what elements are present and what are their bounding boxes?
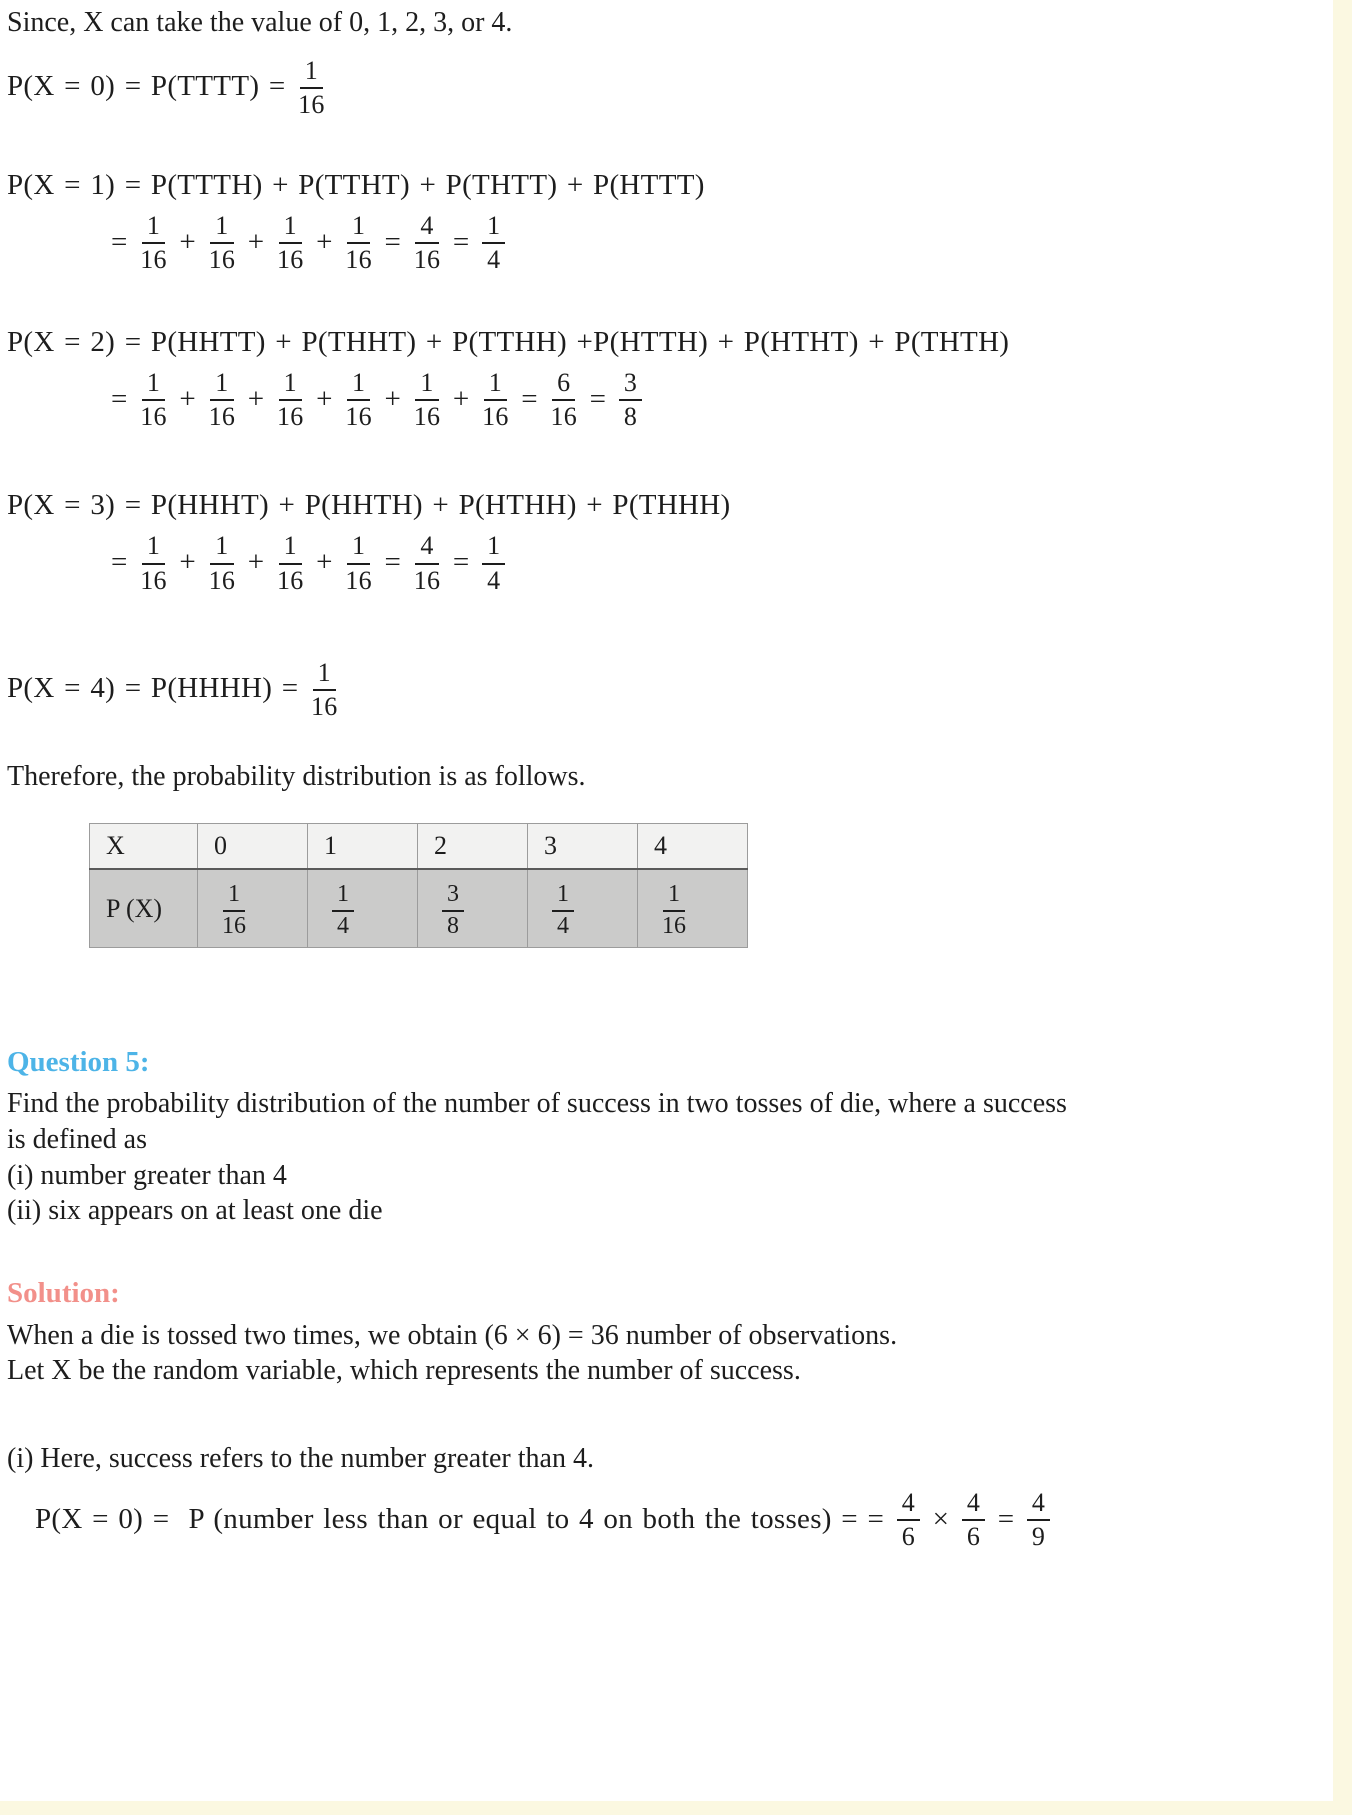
fraction-denominator: 16 xyxy=(482,402,509,432)
table-corner-cell: X xyxy=(90,823,198,869)
fraction-denominator: 16 xyxy=(413,402,441,432)
fraction-numerator: 1 xyxy=(300,55,323,89)
fraction-denominator: 4 xyxy=(337,912,349,939)
math-text: = xyxy=(580,382,616,415)
question-body-line1: Find the probability distribution of the number of success in two tosses of die, where a success xyxy=(7,1088,1067,1119)
eq-px1-line1 xyxy=(7,169,1323,202)
document-content xyxy=(7,5,1323,1551)
eq-px4 xyxy=(7,657,1323,721)
fraction-denominator: 4 xyxy=(487,245,501,275)
fraction-numerator: 3 xyxy=(442,880,464,912)
solution-line2: Let X be the random variable, which represents the number of success. xyxy=(7,1355,801,1387)
fraction-denominator: 4 xyxy=(557,912,569,939)
fraction xyxy=(897,1487,920,1551)
fraction-numerator: 1 xyxy=(482,530,505,564)
fraction-numerator: 1 xyxy=(482,210,505,244)
fraction-denominator: 16 xyxy=(276,245,304,275)
fraction-numerator: 1 xyxy=(210,367,233,401)
intro-line: Since, X can take the value of 0, 1, 2, 3, or 4. xyxy=(7,7,513,38)
math-text: + xyxy=(238,225,274,258)
fraction-numerator: 1 xyxy=(223,880,245,912)
case-i-line: (i) Here, success refers to the number greater than 4. xyxy=(7,1443,594,1475)
fraction xyxy=(550,367,577,431)
distribution-intro: Therefore, the probability distribution is as follows. xyxy=(7,760,586,792)
fraction xyxy=(140,530,167,594)
fraction-numerator: 1 xyxy=(142,210,165,244)
question-heading: Question 5: xyxy=(7,1045,150,1078)
math-text: + xyxy=(306,382,343,415)
table-value-cell xyxy=(528,869,638,947)
fraction xyxy=(311,657,338,721)
fraction-numerator: 1 xyxy=(142,367,165,401)
fraction-denominator: 8 xyxy=(623,402,638,432)
math-text: + xyxy=(443,382,480,415)
table-value-cell xyxy=(638,869,748,947)
fraction-denominator: 16 xyxy=(550,402,578,432)
fraction xyxy=(414,367,441,431)
fraction xyxy=(1027,1487,1050,1551)
table-header-cell: 2 xyxy=(418,823,528,869)
math-text: + xyxy=(238,382,274,415)
fraction xyxy=(332,880,354,940)
fraction-denominator: 16 xyxy=(140,565,167,595)
fraction xyxy=(482,530,505,594)
fraction-denominator: 6 xyxy=(901,1522,916,1552)
table-header-cell: 4 xyxy=(638,823,748,869)
fraction xyxy=(277,530,304,594)
eq-px0 xyxy=(7,55,1323,119)
fraction-numerator: 1 xyxy=(347,210,370,244)
table-value-cell xyxy=(198,869,308,947)
fraction xyxy=(345,367,372,431)
eq-px1-line2 xyxy=(111,210,1323,274)
eq-px2-line2 xyxy=(111,367,1323,431)
math-text: = xyxy=(374,546,411,579)
math-text: = xyxy=(988,1502,1024,1535)
question-body-line2: is defined as xyxy=(7,1123,147,1155)
fraction xyxy=(552,880,574,940)
fraction-denominator: 16 xyxy=(208,245,236,275)
table-value-cell xyxy=(418,869,528,947)
math-text: P(X = 0) = P(TTTT) = xyxy=(7,70,296,103)
math-text: = xyxy=(111,546,138,579)
fraction-numerator: 3 xyxy=(619,367,642,401)
fraction xyxy=(140,210,167,274)
fraction xyxy=(140,367,167,431)
math-text: P(X = 0) = P (number less than or equal to 4 on both the tosses) = xyxy=(35,1502,868,1535)
math-text: = xyxy=(511,382,548,415)
fraction-denominator: 16 xyxy=(413,565,441,595)
fraction-denominator: 6 xyxy=(966,1522,981,1552)
math-text: P(X = 1) = P(TTTH) + P(TTHT) + P(THTT) + P(HTTT) xyxy=(7,169,705,202)
question-item-i: (i) number greater than 4 xyxy=(7,1159,287,1191)
math-text: + xyxy=(169,546,206,579)
probability-table xyxy=(89,823,748,948)
fraction-denominator: 16 xyxy=(298,89,325,119)
fraction-denominator: 16 xyxy=(345,402,372,432)
fraction xyxy=(619,367,642,431)
fraction-denominator: 16 xyxy=(276,402,304,432)
fraction xyxy=(482,367,509,431)
fraction-numerator: 4 xyxy=(962,1487,985,1521)
math-text: + xyxy=(238,546,274,579)
fraction-numerator: 4 xyxy=(415,210,438,244)
fraction xyxy=(298,55,325,119)
fraction-numerator: 1 xyxy=(210,530,233,564)
fraction xyxy=(209,367,236,431)
solution-line1: When a die is tossed two times, we obtain (6 × 6) = 36 number of observations. xyxy=(7,1319,898,1351)
fraction xyxy=(277,367,304,431)
fraction-numerator: 1 xyxy=(332,880,354,912)
table-header-row xyxy=(90,823,748,869)
fraction xyxy=(414,530,441,594)
math-text: P(X = 3) = P(HHHT) + P(HHTH) + P(HTHH) + P(THHH) xyxy=(7,489,731,522)
math-text: = xyxy=(111,382,138,415)
fraction-denominator: 16 xyxy=(345,565,372,595)
eq-case-i xyxy=(35,1487,1323,1551)
fraction-numerator: 4 xyxy=(897,1487,920,1521)
fraction-numerator: 1 xyxy=(279,367,302,401)
fraction-denominator: 16 xyxy=(208,402,236,432)
fraction xyxy=(345,210,372,274)
fraction-denominator: 16 xyxy=(662,912,686,939)
fraction-denominator: 9 xyxy=(1031,1522,1046,1552)
fraction-numerator: 1 xyxy=(142,530,165,564)
math-text: P(X = 2) = P(HHTT) + P(THHT) + P(TTHH) +P(HTTH) + P(HTHT) + P(THTH) xyxy=(7,326,1010,359)
eq-px2-line1 xyxy=(7,326,1323,359)
fraction xyxy=(209,530,236,594)
table-row-label-cell: P (X) xyxy=(90,869,198,947)
fraction-numerator: 4 xyxy=(1027,1487,1050,1521)
fraction-denominator: 16 xyxy=(413,245,441,275)
fraction xyxy=(277,210,304,274)
fraction-numerator: 1 xyxy=(663,880,685,912)
fraction-numerator: 1 xyxy=(279,530,302,564)
fraction xyxy=(209,210,236,274)
math-text: + xyxy=(306,225,343,258)
fraction-denominator: 16 xyxy=(140,402,167,432)
fraction xyxy=(414,210,441,274)
eq-px3-line1 xyxy=(7,489,1323,522)
fraction-numerator: 6 xyxy=(552,367,575,401)
fraction-numerator: 1 xyxy=(484,367,507,401)
math-text: = xyxy=(443,546,480,579)
fraction xyxy=(662,880,686,940)
math-text: + xyxy=(374,382,411,415)
table-header-cell: 1 xyxy=(308,823,418,869)
math-text: = xyxy=(867,1502,894,1535)
fraction-numerator: 1 xyxy=(279,210,302,244)
table-value-row xyxy=(90,869,748,947)
math-text: = xyxy=(111,225,138,258)
fraction-numerator: 4 xyxy=(415,530,438,564)
fraction xyxy=(222,880,246,940)
fraction xyxy=(482,210,505,274)
fraction-denominator: 8 xyxy=(447,912,459,939)
solution-heading: Solution: xyxy=(7,1277,120,1310)
table-header-cell: 3 xyxy=(528,823,638,869)
math-text: + xyxy=(169,225,206,258)
fraction-denominator: 16 xyxy=(345,245,372,275)
fraction xyxy=(962,1487,985,1551)
fraction-denominator: 16 xyxy=(276,565,304,595)
fraction-denominator: 16 xyxy=(140,245,167,275)
fraction-numerator: 1 xyxy=(415,367,438,401)
fraction-numerator: 1 xyxy=(552,880,574,912)
fraction-denominator: 4 xyxy=(487,565,501,595)
fraction xyxy=(442,880,464,940)
table-header-cell: 0 xyxy=(198,823,308,869)
fraction-numerator: 1 xyxy=(313,657,336,691)
fraction-denominator: 16 xyxy=(208,565,236,595)
fraction-denominator: 16 xyxy=(222,912,246,939)
fraction xyxy=(345,530,372,594)
eq-px3-line2 xyxy=(111,530,1323,594)
math-text: + xyxy=(306,546,343,579)
fraction-numerator: 1 xyxy=(347,530,370,564)
math-text: = xyxy=(443,225,480,258)
math-text: × xyxy=(923,1502,959,1535)
table-value-cell xyxy=(308,869,418,947)
math-text: = xyxy=(374,225,411,258)
math-text: + xyxy=(169,382,206,415)
question-item-ii: (ii) six appears on at least one die xyxy=(7,1195,383,1227)
math-text: P(X = 4) = P(HHHH) = xyxy=(7,672,308,705)
fraction-numerator: 1 xyxy=(347,367,370,401)
fraction-denominator: 16 xyxy=(310,691,338,721)
fraction-numerator: 1 xyxy=(210,210,233,244)
